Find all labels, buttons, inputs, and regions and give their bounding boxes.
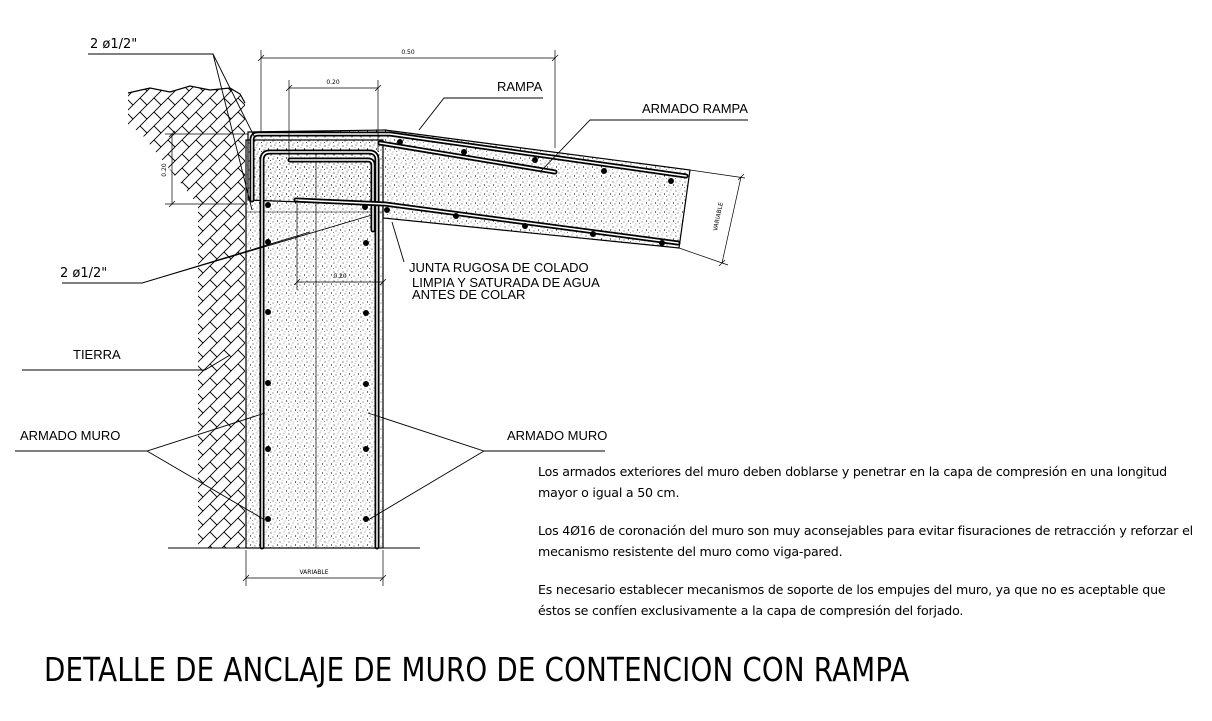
label-junta-2: LIMPIA Y SATURADA DE AGUA <box>412 275 600 290</box>
dim-wall-width-label: VARIABLE <box>299 569 329 576</box>
label-armado-muro-left: ARMADO MURO <box>20 428 121 443</box>
dim-inner-width-label: 0.20 <box>333 273 347 280</box>
label-junta-3: ANTES DE COLAR <box>412 287 526 302</box>
dim-height-label: 0.20 <box>161 163 168 177</box>
label-junta-1: JUNTA RUGOSA DE COLADO <box>409 260 589 275</box>
label-tierra: TIERRA <box>73 347 121 362</box>
dim-slab-thickness <box>679 170 745 266</box>
label-bar-top: 2 ø1/2" <box>90 37 138 52</box>
notes-block <box>538 461 1198 638</box>
label-bar-mid: 2 ø1/2" <box>60 266 108 281</box>
note-1: Los armados exteriores del muro deben doblarse y penetrar en la capa de compresión en una longitud mayor o igual a 50 cm. <box>538 464 1167 500</box>
note-3: Es necesario establecer mecanismos de soporte de los empujes del muro, ya que no es aceptable que éstos se confíen exclusivamente a la capa de compresión del forjado. <box>538 582 1166 618</box>
dim-total-width-label: 0.50 <box>401 49 415 56</box>
label-armado-rampa: ARMADO RAMPA <box>642 101 748 116</box>
dim-top-width-label: 0.20 <box>326 79 340 86</box>
earth-fill <box>128 86 245 548</box>
note-2: Los 4Ø16 de coronación del muro son muy aconsejables para evitar fisuraciones de retracción y reforzar el mecanismo resistente del muro como viga-pared. <box>538 523 1193 559</box>
label-rampa: RAMPA <box>497 79 543 94</box>
label-armado-muro-right: ARMADO MURO <box>507 428 608 443</box>
dim-wall-width <box>243 550 386 586</box>
dim-slab-thickness-label: VARIABLE <box>712 201 725 232</box>
drawing-title: DETALLE DE ANCLAJE DE MURO DE CONTENCION CON RAMPA <box>44 650 910 689</box>
